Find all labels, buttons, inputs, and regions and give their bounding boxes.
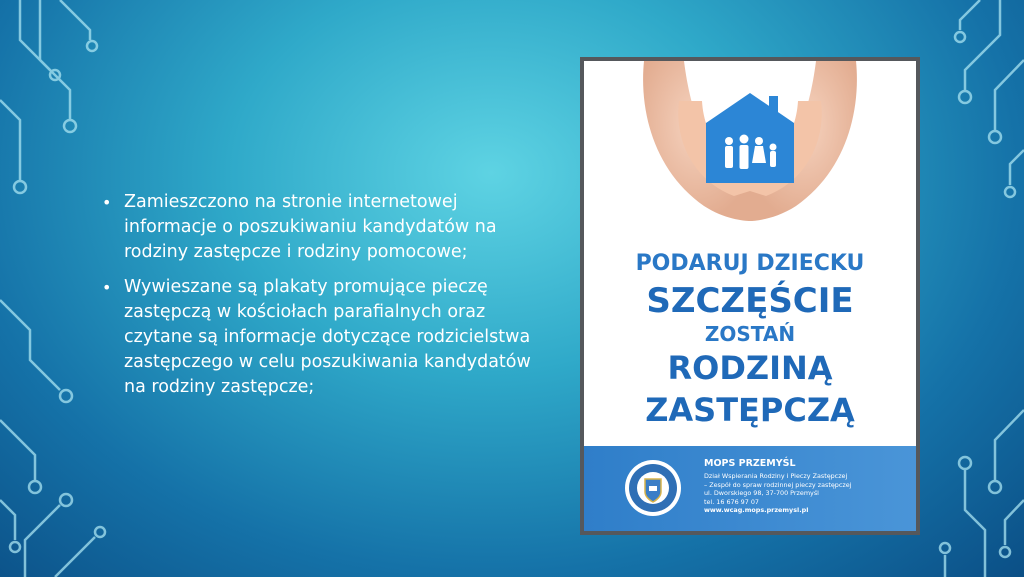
org-address: ul. Dworskiego 98, 37-700 Przemyśl [704, 489, 819, 498]
bullet-text: Zamieszczono na stronie internetowej informacje o poszukiwaniu kandydatów na rodziny zastępcze i rodziny pomocowe; [124, 192, 497, 262]
poster-headline-4: RODZINĄ [667, 349, 833, 387]
city-seal-icon [624, 459, 682, 517]
bullet-dot-icon: • [102, 193, 112, 212]
org-website: www.wcag.mops.przemysl.pl [704, 506, 809, 515]
bullet-dot-icon: • [102, 278, 112, 297]
bullet-list [100, 190, 540, 410]
poster-headline-2: SZCZĘŚCIE [646, 281, 854, 321]
bullet-text: Wywieszane są plakaty promujące pieczę zastępczą w kościołach parafialnych oraz czytane są informacje dotyczące rodzicielstwa zastępczego w celu poszukiwania kandydatów na rodziny zastępcze; [124, 277, 531, 397]
organization-info [704, 458, 851, 515]
bullet-item-website [100, 190, 540, 265]
org-department: Dział Wspierania Rodziny i Pieczy Zastępczej [704, 472, 848, 480]
poster-footer [584, 446, 916, 531]
org-name: MOPS PRZEMYŚL [704, 458, 796, 469]
poster-headline-3: ZOSTAŃ [704, 322, 796, 346]
poster [584, 61, 916, 531]
poster-headline-1: PODARUJ DZIECKU [635, 251, 865, 276]
org-team: – Zespół do spraw rodzinnej pieczy zastępczej [704, 480, 852, 489]
poster-headline-5: ZASTĘPCZĄ [645, 391, 855, 429]
org-phone: tel. 16 676 97 07 [704, 497, 759, 506]
poster-image-frame [580, 57, 920, 535]
hands-house-family-illustration [584, 61, 916, 231]
bullet-item-posters [100, 275, 540, 400]
